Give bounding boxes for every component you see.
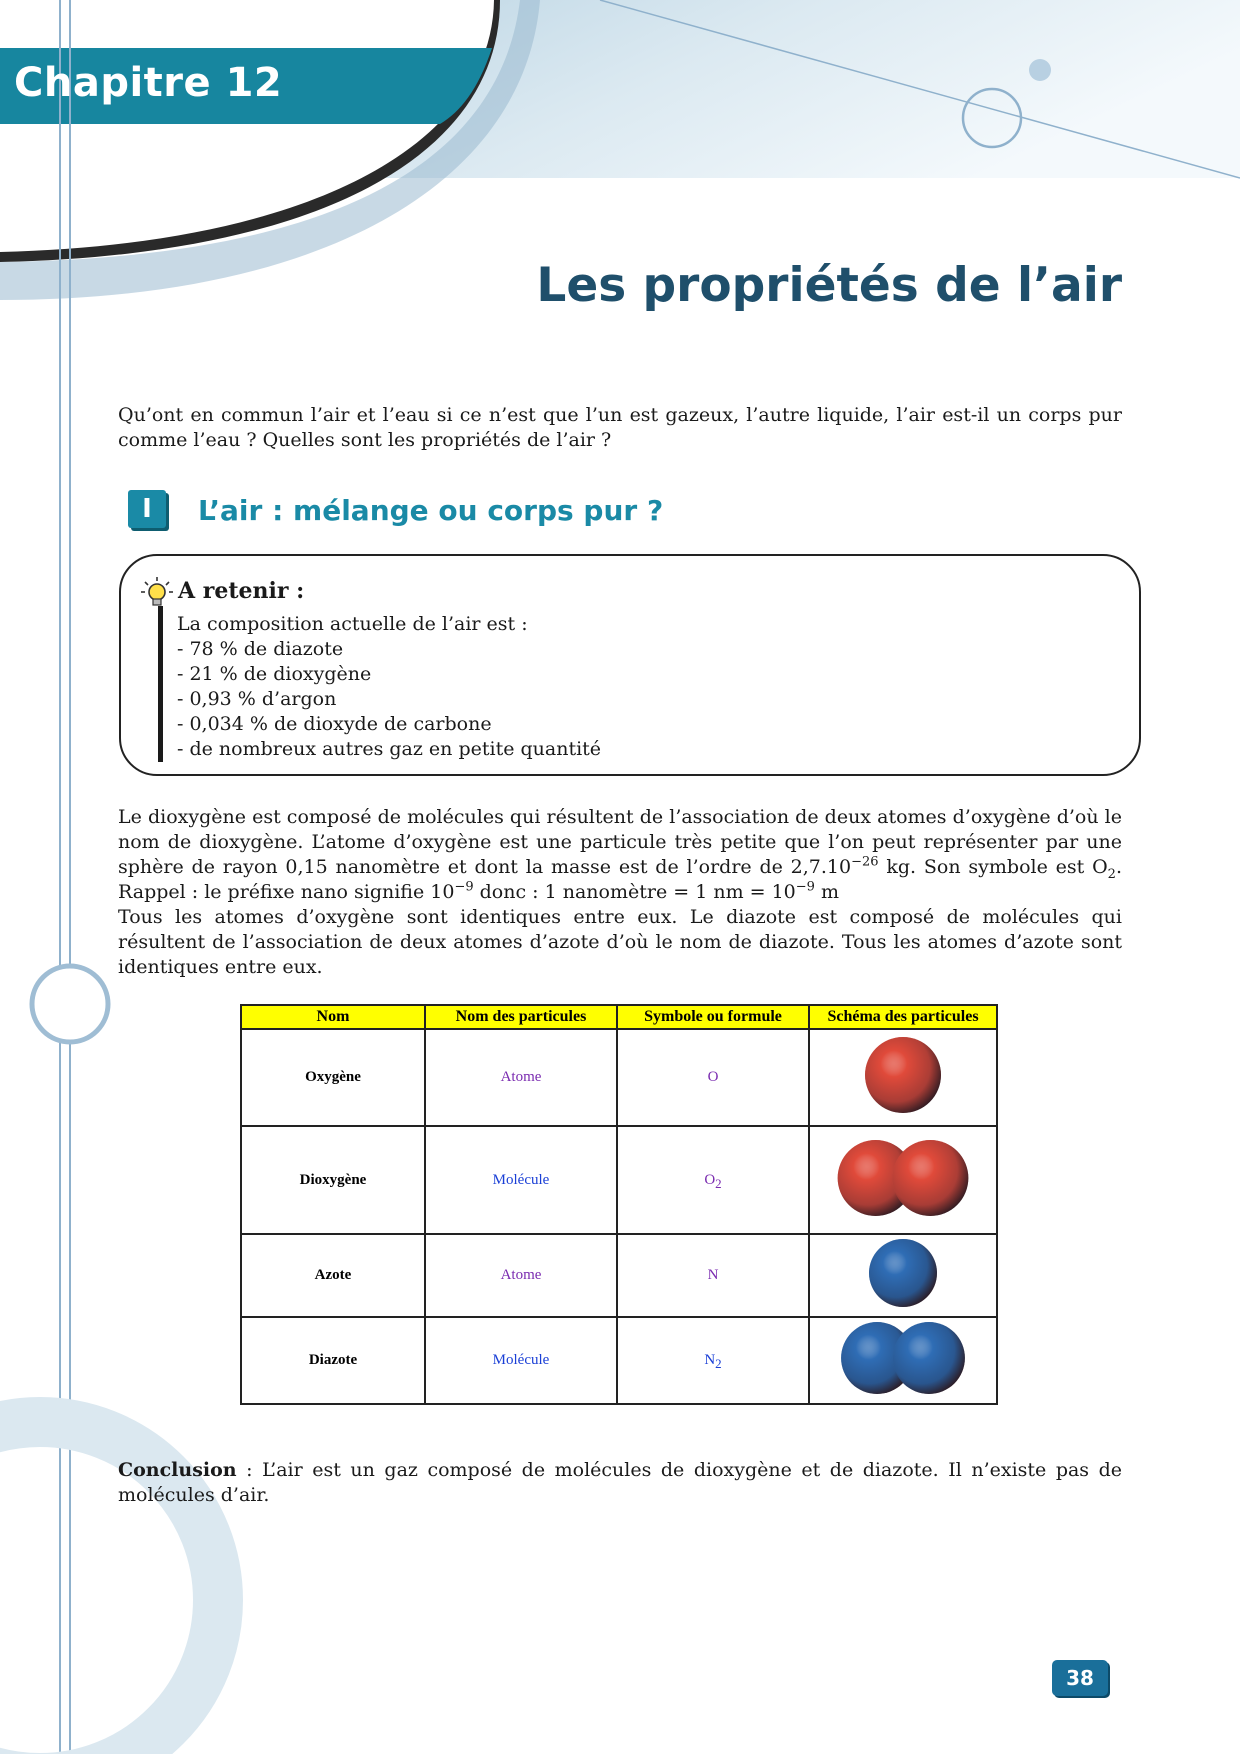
conclusion-paragraph [118, 1458, 1122, 1508]
table-row [241, 1317, 997, 1404]
retenir-list [177, 612, 601, 762]
table-header: Nom des particules [425, 1005, 617, 1029]
atom-highlight [892, 1140, 968, 1216]
cell-nom: Diazote [241, 1317, 425, 1404]
cell-particule: Molécule [425, 1126, 617, 1234]
page-title: Les propriétés de l’air [536, 258, 1122, 313]
cell-symbole: O [617, 1029, 809, 1126]
cell-schema [809, 1317, 997, 1404]
atom-schema [818, 1030, 988, 1120]
page-number: 38 [1052, 1660, 1108, 1696]
body-paragraph-1: Le dioxygène est composé de molécules qui résultent de l’association de deux atomes d’oxygène d’où le nom de dioxygène. L’atome d’oxygène est une particule très petite que l’on peut représenter par une sphère de rayon 0,15 nanomètre et dont la masse est de l’ordre de $2,7.10^{-26}$ kg. Son symbole est $O_2$. Rappel : le préfixe nano signifie $10^{-9}$ donc : 1 nanomètre = 1 nm = $10^{-9}$ m [118, 806, 1122, 903]
table-header: Symbole ou formule [617, 1005, 809, 1029]
retenir-line: - 0,034 % de dioxyde de carbone [177, 713, 492, 735]
retenir-line: - 78 % de diazote [177, 638, 344, 660]
atom-highlight [865, 1037, 941, 1113]
cell-symbole: $N_2$ [617, 1317, 809, 1404]
retenir-line: La composition actuelle de l’air est : [177, 613, 528, 635]
cell-schema [809, 1029, 997, 1126]
table-row [241, 1029, 997, 1126]
particles-table [240, 1004, 998, 1405]
conclusion-label: Conclusion [118, 1459, 237, 1481]
molecule-schema [818, 1128, 988, 1228]
table-row [241, 1234, 997, 1317]
section-title: L’air : mélange ou corps pur ? [198, 494, 664, 527]
section-number-badge: I [128, 490, 166, 528]
molecule-schema [818, 1318, 988, 1398]
lightbulb-icon [140, 576, 174, 610]
cell-nom: Oxygène [241, 1029, 425, 1126]
cell-particule: Atome [425, 1234, 617, 1317]
retenir-line: - de nombreux autres gaz en petite quantité [177, 738, 602, 760]
body-paragraph-2: Tous les atomes d’oxygène sont identiques entre eux. Le diazote est composé de molécules qui résultent de l’association de deux atomes d’azote d’où le nom de diazote. Tous les atomes d’azote sont identiques entre eux. [118, 906, 1122, 978]
chapter-label: Chapitre 12 [14, 60, 283, 106]
table-row [241, 1126, 997, 1234]
cell-particule: Molécule [425, 1317, 617, 1404]
retenir-bar [158, 606, 163, 762]
cell-nom: Dioxygène [241, 1126, 425, 1234]
atom-schema [818, 1235, 988, 1311]
table-header: Nom [241, 1005, 425, 1029]
cell-symbole: N [617, 1234, 809, 1317]
intro-paragraph: Qu’ont en commun l’air et l’eau si ce n’est que l’un est gazeux, l’autre liquide, l’air est-il un corps pur comme l’eau ? Quelles sont les propriétés de l’air ? [118, 404, 1122, 451]
conclusion-text: : L’air est un gaz composé de molécules de dioxygène et de diazote. Il n’existe pas de molécules d’air. [118, 1459, 1122, 1506]
atom-highlight [893, 1322, 965, 1394]
atom-highlight [869, 1239, 937, 1307]
retenir-line: - 21 % de dioxygène [177, 663, 372, 685]
cell-schema [809, 1234, 997, 1317]
cell-symbole: $O_2$ [617, 1126, 809, 1234]
retenir-line: - 0,93 % d’argon [177, 688, 337, 710]
cell-schema [809, 1126, 997, 1234]
retenir-title: A retenir : [178, 578, 305, 604]
cell-nom: Azote [241, 1234, 425, 1317]
table-header: Schéma des particules [809, 1005, 997, 1029]
table-header-row [241, 1005, 997, 1029]
cell-particule: Atome [425, 1029, 617, 1126]
body-text [118, 805, 1122, 980]
